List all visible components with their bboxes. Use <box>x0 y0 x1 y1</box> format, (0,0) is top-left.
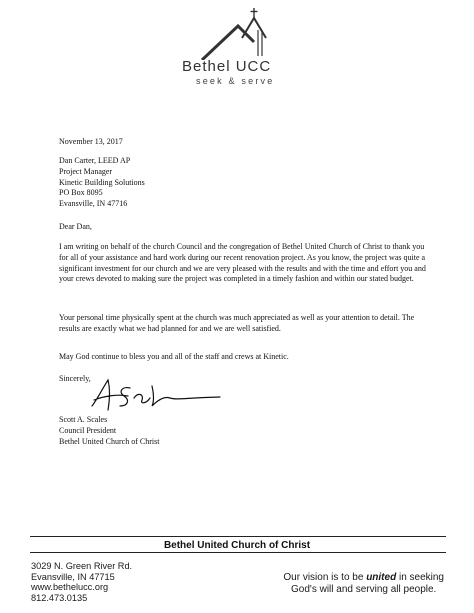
signer-org: Bethel United Church of Christ <box>59 436 160 446</box>
recipient-address <box>59 156 145 210</box>
footer-phone: 812.473.0135 <box>31 592 88 603</box>
signer-block <box>59 415 159 447</box>
vision-text: Our vision is to be <box>283 572 367 583</box>
logo-name: Bethel UCC <box>182 58 272 75</box>
signer-name: Scott A. Scales <box>59 415 108 424</box>
footer-contact <box>31 561 132 603</box>
vision-line2: God's will and serving all people. <box>291 583 437 595</box>
footer-rule-top <box>30 536 446 537</box>
salutation: Dear Dan, <box>59 222 92 231</box>
handwritten-signature <box>84 376 224 416</box>
recipient-line: Project Manager <box>59 166 113 176</box>
body-paragraph: Your personal time physically spent at the church was much appreciated as well as your attention to detail. The results are exactly what we had planned for and we are well satisfied. <box>59 313 415 333</box>
recipient-line: Evansville, IN 47716 <box>59 199 128 209</box>
signer-title: Council President <box>59 425 117 435</box>
recipient-line: Kinetic Building Solutions <box>59 177 145 187</box>
footer-org-name: Bethel United Church of Christ <box>163 540 311 551</box>
footer-website: www.bethelucc.org <box>31 582 109 592</box>
body-paragraph: I am writing on behalf of the church Council and the congregation of Bethel United Church of Christ to thank you for all of your assistance and hard work during our recent renovation project. As you know, the project was quite a significant investment for our church and we are very pleased with the results and with the time and effort you and your crews devoted to making sure the project was completed in a timely fashion and within our stated budget. <box>59 242 426 284</box>
recipient-line: Dan Carter, LEED AP <box>59 156 131 165</box>
vision-statement <box>283 572 444 595</box>
letter-date: November 13, 2017 <box>59 137 123 146</box>
body-paragraph: May God continue to bless you and all of the staff and crews at Kinetic. <box>59 352 289 361</box>
footer-street: 3029 N. Green River Rd. <box>31 561 133 571</box>
church-logo <box>180 8 300 90</box>
footer-rule-bottom <box>30 552 446 553</box>
church-steeple-icon <box>198 8 278 60</box>
recipient-line: PO Box 8095 <box>59 188 103 198</box>
footer-city: Evansville, IN 47715 <box>31 571 115 582</box>
logo-tagline: seek & serve <box>196 76 275 86</box>
closing: Sincerely, <box>59 374 91 383</box>
vision-emphasis: united <box>366 572 397 583</box>
vision-text: in seeking <box>396 572 444 583</box>
